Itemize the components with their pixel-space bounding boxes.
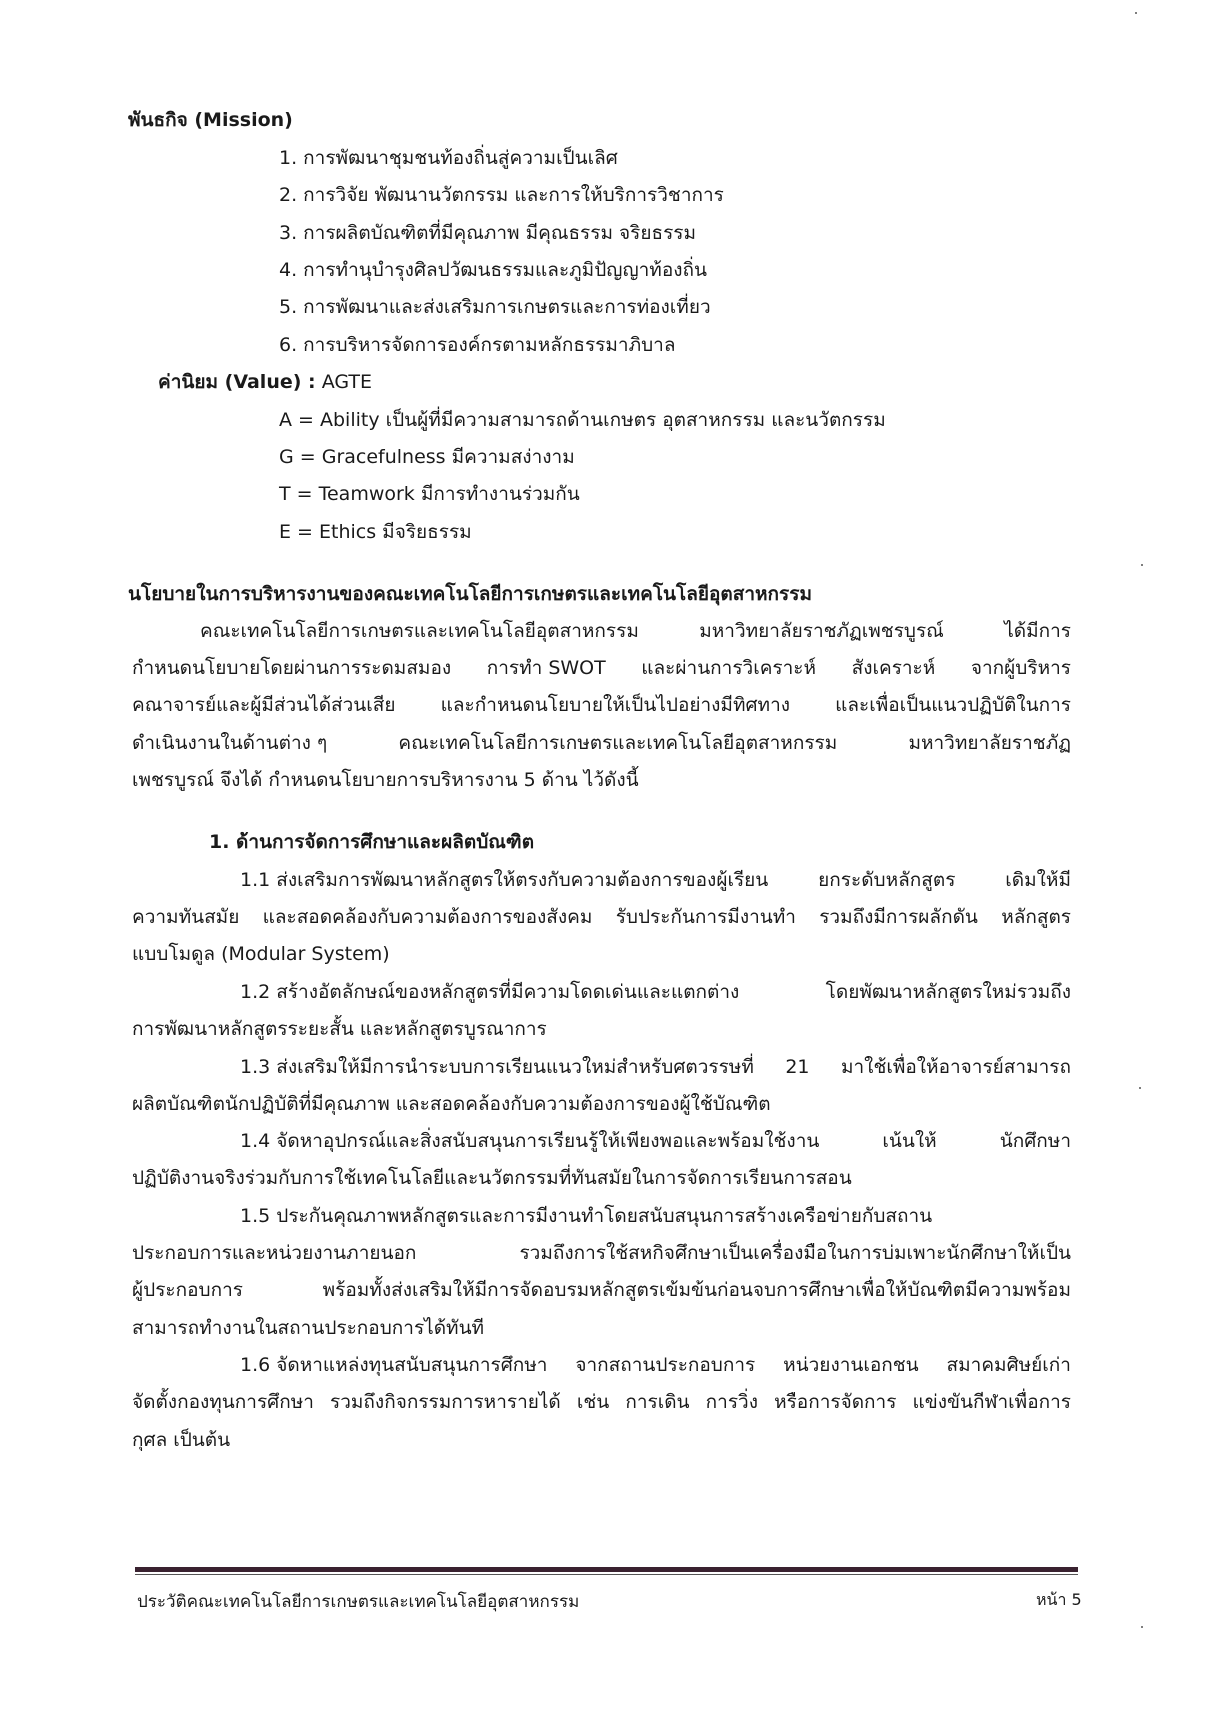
text-segment: คณาจารย์และผู้มีส่วนได้ส่วนเสีย <box>132 694 396 716</box>
text-segment: เดิมให้มี <box>1005 869 1071 891</box>
text-segment: และเพื่อเป็นแนวปฏิบัติในการ <box>835 694 1071 716</box>
text-segment: พร้อมทั้งส่งเสริมให้มีการจัดอบรมหลักสูตรเข้มข้นก่อนจบการศึกษาเพื่อให้บัณฑิตมีความพร้อม <box>322 1279 1071 1301</box>
text-segment: สังเคราะห์ <box>851 657 936 679</box>
text-segment: มหาวิทยาลัยราชภัฏเพชรบูรณ์ <box>699 620 944 642</box>
paragraph-line <box>132 904 1071 930</box>
policy-paragraph-line <box>132 655 1071 681</box>
mission-heading: พันธกิจ (Mission) <box>128 109 293 131</box>
text-segment: การวิ่ง <box>705 1391 758 1413</box>
paragraph-line <box>240 1128 1071 1154</box>
paragraph-line: แบบโมดูล (Modular System) <box>132 943 390 965</box>
scan-speck <box>1135 12 1137 14</box>
text-segment: หลักสูตร <box>1001 906 1071 928</box>
text-segment: ความทันสมัย <box>132 906 240 928</box>
text-segment: ผู้ประกอบการ <box>132 1279 243 1301</box>
text-segment: ดำเนินงานในด้านต่าง ๆ <box>132 732 328 754</box>
paragraph-line: กุศล เป็นต้น <box>132 1429 231 1451</box>
paragraph-line <box>240 1054 1071 1080</box>
paragraph-line: ปฏิบัติงานจริงร่วมกับการใช้เทคโนโลยีและนวัตกรรมที่ทันสมัยในการจัดการเรียนการสอน <box>132 1167 852 1189</box>
paragraph-line: การพัฒนาหลักสูตรระยะสั้น และหลักสูตรบูรณาการ <box>132 1018 547 1040</box>
value-item: G = Gracefulness มีความสง่างาม <box>279 446 575 468</box>
mission-item: 1. การพัฒนาชุมชนท้องถิ่นสู่ความเป็นเลิศ <box>279 147 618 169</box>
mission-item: 2. การวิจัย พัฒนานวัตกรรม และการให้บริการวิชาการ <box>279 184 724 206</box>
footer-rule-thin <box>135 1574 1078 1575</box>
text-segment: 1.1 ส่งเสริมการพัฒนาหลักสูตรให้ตรงกับความต้องการของผู้เรียน <box>240 869 769 891</box>
text-segment: จัดตั้งกองทุนการศึกษา <box>132 1391 314 1413</box>
policy-paragraph-line: เพชรบูรณ์ จึงได้ กำหนดนโยบายการบริหารงาน 5 ด้าน ไว้ดังนี้ <box>132 769 639 791</box>
scan-speck <box>1141 564 1143 566</box>
text-segment: เน้นให้ <box>882 1130 937 1152</box>
text-segment: หน่วยงานเอกชน <box>783 1354 919 1376</box>
text-segment: การทำ SWOT <box>486 657 606 679</box>
policy-heading: นโยบายในการบริหารงานของคณะเทคโนโลยีการเกษตรและเทคโนโลยีอุตสาหกรรม <box>128 583 812 605</box>
text-segment: ได้มีการ <box>1004 620 1071 642</box>
policy-paragraph-line <box>200 618 1071 644</box>
paragraph-line <box>240 867 1071 893</box>
text-segment: ยกระดับหลักสูตร <box>818 869 956 891</box>
text-segment: รับประกันการมีงานทำ <box>615 906 796 928</box>
text-segment: และกำหนดนโยบายให้เป็นไปอย่างมีทิศทาง <box>440 694 791 716</box>
page-number: หน้า 5 <box>1036 1590 1082 1609</box>
text-segment: และผ่านการวิเคราะห์ <box>641 657 817 679</box>
footer-rule <box>135 1567 1078 1572</box>
values-heading <box>158 369 372 395</box>
paragraph-line <box>240 979 1071 1005</box>
paragraph-line <box>132 1240 1071 1266</box>
text-segment: การเดิน <box>625 1391 690 1413</box>
text-segment: รวมถึงการใช้สหกิจศึกษาเป็นเครื่องมือในการบ่มเพาะนักศึกษาให้เป็น <box>519 1242 1071 1264</box>
text-segment: รวมถึงกิจกรรมการหารายได้ <box>330 1391 561 1413</box>
mission-item: 3. การผลิตบัณฑิตที่มีคุณภาพ มีคุณธรรม จริยธรรม <box>279 222 697 244</box>
text-segment: รวมถึงมีการผลักดัน <box>819 906 978 928</box>
value-item: A = Ability เป็นผู้ที่มีความสามารถด้านเกษตร อุตสาหกรรม และนวัตกรรม <box>279 409 886 431</box>
text-segment: 1.6 จัดหาแหล่งทุนสนับสนุนการศึกษา <box>240 1354 548 1376</box>
text-segment: เช่น <box>576 1391 610 1413</box>
text-segment: มหาวิทยาลัยราชภัฏ <box>908 732 1071 754</box>
value-item: T = Teamwork มีการทำงานร่วมกัน <box>279 483 580 505</box>
policy-paragraph-line <box>132 692 1071 718</box>
text-segment: 21 <box>785 1056 810 1078</box>
text-segment: แข่งขันกีฬาเพื่อการ <box>912 1391 1071 1413</box>
text-segment: 1.3 ส่งเสริมให้มีการนำระบบการเรียนแนวใหม่สำหรับศตวรรษที่ <box>240 1056 754 1078</box>
policy-paragraph-line <box>132 730 1071 756</box>
text-segment: 1.4 จัดหาอุปกรณ์และสิ่งสนับสนุนการเรียนรู้ให้เพียงพอและพร้อมใช้งาน <box>240 1130 820 1152</box>
text-segment: ประกอบการและหน่วยงานภายนอก <box>132 1242 417 1264</box>
text-segment: 1.2 สร้างอัตลักษณ์ของหลักสูตรที่มีความโดดเด่นและแตกต่าง <box>240 981 740 1003</box>
text-segment: สมาคมศิษย์เก่า <box>946 1354 1071 1376</box>
text-segment: คณะเทคโนโลยีการเกษตรและเทคโนโลยีอุตสาหกรรม <box>398 732 838 754</box>
text-segment: จากสถานประกอบการ <box>575 1354 756 1376</box>
text-segment: จากผู้บริหาร <box>970 657 1071 679</box>
text-segment: และสอดคล้องกับความต้องการของสังคม <box>262 906 593 928</box>
mission-item: 5. การพัฒนาและส่งเสริมการเกษตรและการท่องเที่ยว <box>279 296 711 318</box>
mission-item: 4. การทำนุบำรุงศิลปวัฒนธรรมและภูมิปัญญาท้องถิ่น <box>279 259 708 281</box>
paragraph-line <box>240 1203 1071 1229</box>
text-segment: นักศึกษา <box>999 1130 1071 1152</box>
text-segment: 1.5 ประกันคุณภาพหลักสูตรและการมีงานทำโดยสนับสนุนการสร้างเครือข่ายกับสถาน <box>240 1205 933 1227</box>
values-heading-acronym: AGTE <box>321 371 373 393</box>
section-1-heading: 1. ด้านการจัดการศึกษาและผลิตบัณฑิต <box>209 831 535 853</box>
text-segment: มาใช้เพื่อให้อาจารย์สามารถ <box>840 1056 1071 1078</box>
paragraph-line <box>132 1277 1071 1303</box>
footer-title: ประวัติคณะเทคโนโลยีการเกษตรและเทคโนโลยีอุตสาหกรรม <box>137 1592 580 1612</box>
mission-item: 6. การบริหารจัดการองค์กรตามหลักธรรมาภิบาล <box>279 334 676 356</box>
scan-speck <box>1139 1087 1141 1089</box>
paragraph-line <box>132 1389 1071 1415</box>
value-item: E = Ethics มีจริยธรรม <box>279 521 472 543</box>
text-segment: โดยพัฒนาหลักสูตรใหม่รวมถึง <box>825 981 1071 1003</box>
text-segment: หรือการจัดการ <box>774 1391 897 1413</box>
paragraph-line <box>240 1352 1071 1378</box>
values-heading-label: ค่านิยม (Value) : <box>158 371 316 393</box>
scan-speck <box>1141 1626 1143 1628</box>
text-segment: กำหนดนโยบายโดยผ่านการระดมสมอง <box>132 657 452 679</box>
paragraph-line: สามารถทำงานในสถานประกอบการได้ทันที <box>132 1317 485 1339</box>
text-segment: คณะเทคโนโลยีการเกษตรและเทคโนโลยีอุตสาหกรรม <box>200 620 639 642</box>
paragraph-line: ผลิตบัณฑิตนักปฏิบัติที่มีคุณภาพ และสอดคล้องกับความต้องการของผู้ใช้บัณฑิต <box>132 1093 771 1115</box>
